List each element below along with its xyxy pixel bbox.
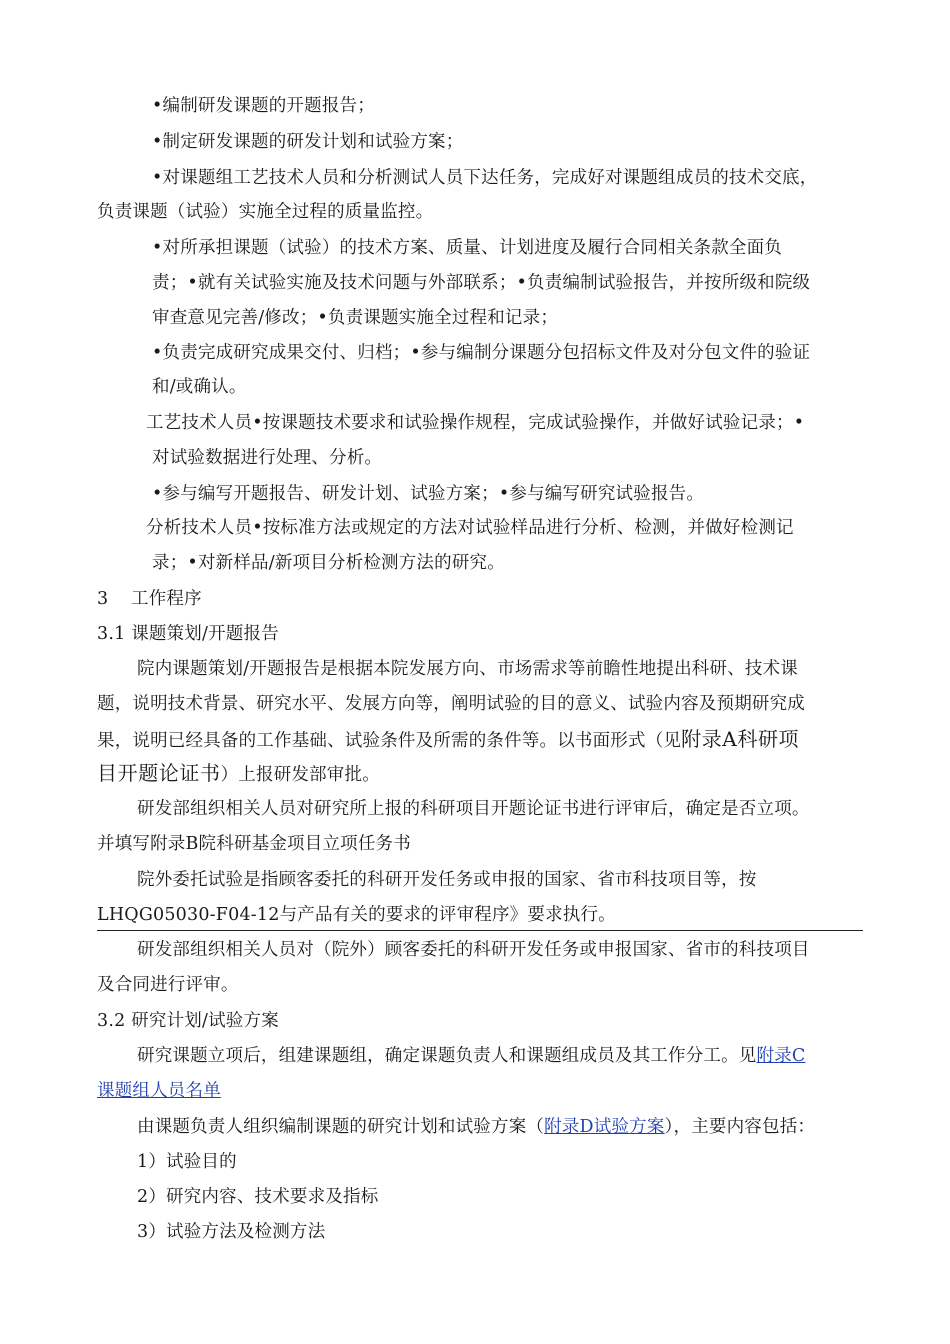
bullet-item: •编制研发课题的开题报告； [152,96,375,116]
bullet-item: •负责完成研究成果交付、归档；•参与编制分课题分包招标文件及对分包文件的验证 [152,343,811,363]
process-staff-duty: 工艺技术人员•按课题技术要求和试验操作规程，完成试验操作，并做好试验记录；• [146,413,805,433]
bullet-item-continuation: 审查意见完善/修改；•负责课题实施全过程和记录； [152,308,559,328]
paragraph-line: 研发部组织相关人员对（院外）顾客委托的科研开发任务或申报国家、省市的科技项目 [137,940,810,960]
analysis-staff-duty: 分析技术人员•按标准方法或规定的方法对试验样品进行分析、检测，并做好检测记 [146,518,794,538]
bullet-item-continuation: 负责课题（试验）实施全过程的质量监控。 [97,202,434,222]
paragraph-line: 院外委托试验是指顾客委托的科研开发任务或申报的国家、省市科技项目等，按 [137,870,757,890]
appendix-a-reference: 目开题论证书 [97,761,221,785]
appendix-c-link[interactable]: 附录C [756,1046,806,1066]
paragraph-text: 果，说明已经具备的工作基础、试验条件及所需的条件等。以书面形式（见 [97,731,682,751]
paragraph-line: 院内课题策划/开题报告是根据本院发展方向、市场需求等前瞻性地提出科研、技术课 [137,659,798,679]
paragraph-text: 由课题负责人组织编制课题的研究计划和试验方案（ [137,1117,545,1137]
section-title: 工作程序 [131,589,202,609]
list-item: 3）试验方法及检测方法 [137,1222,326,1242]
section-number: 3 [97,589,109,609]
paragraph-text: ），主要内容包括： [664,1117,816,1137]
paragraph-line [137,1115,815,1139]
paragraph-line [97,761,380,787]
analysis-staff-duty: 录；•对新样品/新项目分析检测方法的研究。 [152,553,505,573]
paragraph-line [97,1079,221,1103]
bullet-item: •对所承担课题（试验）的技术方案、质量、计划进度及履行合同相关条款全面负 [152,238,783,258]
paragraph-text: 研究课题立项后，组建课题组，确定课题负责人和课题组成员及其工作分工。见 [137,1046,757,1066]
appendix-c-link[interactable]: 课题组人员名单 [97,1081,221,1101]
paragraph-line: 题，说明技术背景、研究水平、发展方向等，阐明试验的目的意义、试验内容及预期研究成 [97,694,805,714]
bullet-item: •对课题组工艺技术人员和分析测试人员下达任务，完成好对课题组成员的技术交底， [152,168,818,188]
paragraph-text: ）上报研发部审批。 [220,765,380,785]
process-staff-duty: •参与编写开题报告、研发计划、试验方案；•参与编写研究试验报告。 [152,484,705,504]
process-staff-duty: 对试验数据进行处理、分析。 [152,448,383,468]
bullet-item: •制定研发课题的研发计划和试验方案； [152,132,464,152]
paragraph-line [137,1044,806,1068]
horizontal-rule [97,930,863,931]
paragraph-line: 并填写附录B院科研基金项目立项任务书 [97,834,411,854]
list-item: 1）试验目的 [137,1152,237,1172]
paragraph-line [97,727,799,753]
subsection-heading: 3.2 研究计划/试验方案 [97,1011,279,1031]
paragraph-line: LHQG05030-F04-12与产品有关的要求的评审程序》要求执行。 [97,905,616,925]
subsection-heading: 3.1 课题策划/开题报告 [97,624,279,644]
bullet-item-continuation: 和/或确认。 [152,377,247,397]
appendix-a-reference: 附录A科研项 [681,727,800,751]
list-item: 2）研究内容、技术要求及指标 [137,1187,379,1207]
bullet-item-continuation: 责；•就有关试验实施及技术问题与外部联系；•负责编制试验报告，并按所级和院级 [152,273,811,293]
paragraph-line: 研发部组织相关人员对研究所上报的科研项目开题论证书进行评审后，确定是否立项。 [137,799,810,819]
appendix-d-link[interactable]: 附录D试验方案 [544,1117,665,1137]
paragraph-line: 及合同进行评审。 [97,975,239,995]
